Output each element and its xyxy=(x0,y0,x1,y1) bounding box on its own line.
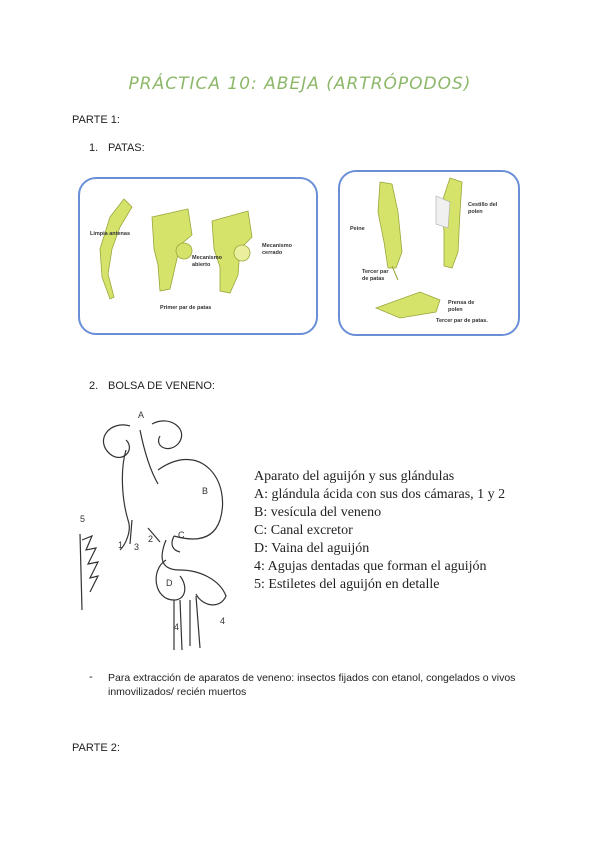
venom-legend xyxy=(254,468,505,594)
label-tercer-par: Tercer par de patas xyxy=(362,269,389,282)
letter-d: D xyxy=(166,578,173,588)
label-cestillo: Cestillo del polen xyxy=(468,202,498,215)
label-tercer-par-2: Tercer par de patas. xyxy=(436,318,488,324)
label-limpia-antenas: Limpia antenas xyxy=(90,231,131,237)
label-mecanismo-abierto: Mecanismo abierto xyxy=(192,255,222,268)
number-1: 1 xyxy=(118,540,124,550)
legend-4: 4: Agujas dentadas que forman el aguijón xyxy=(254,559,487,574)
bullet-marker: - xyxy=(89,671,93,683)
third-pair-legs-illustration xyxy=(340,172,518,334)
label-mecanismo-cerrado: Mecanismo cerrado xyxy=(262,243,292,256)
letter-a: A xyxy=(138,410,145,420)
venom-apparatus-drawing xyxy=(70,410,250,660)
label-primer-par: Primer par de patas xyxy=(160,305,212,311)
legend-a: A: glándula ácida con sus dos cámaras, 1 y 2 xyxy=(254,487,506,502)
letter-b: B xyxy=(202,486,209,496)
legend-c: C: Canal excretor xyxy=(254,523,353,538)
legend-title: Aparato del aguijón y sus glándulas xyxy=(254,469,455,484)
number-5: 5 xyxy=(80,514,86,524)
letter-c: C xyxy=(178,530,185,540)
legend-d: D: Vaina del aguijón xyxy=(254,541,370,556)
number-2: 2 xyxy=(148,534,154,544)
item-2-number: 2. xyxy=(89,380,99,392)
legend-5: 5: Estiletes del aguijón en detalle xyxy=(254,577,440,592)
legend-b: B: vesícula del veneno xyxy=(254,505,382,520)
legs-panel-first-pair xyxy=(78,177,318,335)
number-4-left: 4 xyxy=(174,622,180,632)
number-4-right: 4 xyxy=(220,616,226,626)
item-1-number: 1. xyxy=(89,142,99,154)
number-3: 3 xyxy=(134,542,140,552)
document-title: PRÁCTICA 10: ABEJA (ARTRÓPODOS) xyxy=(128,74,472,94)
label-peine: Peine xyxy=(350,226,365,232)
item-1-label: PATAS: xyxy=(108,142,145,154)
bullet-text: Para extracción de aparatos de veneno: insectos fijados con etanol, congelados o vivos inmovilizados/ recién muertos xyxy=(108,672,516,698)
legs-panel-third-pair xyxy=(338,170,520,336)
item-2-label: BOLSA DE VENENO: xyxy=(108,380,215,392)
part1-heading: PARTE 1: xyxy=(72,114,120,126)
label-prensa: Prensa de polen xyxy=(448,300,475,313)
part2-heading: PARTE 2: xyxy=(72,742,120,754)
